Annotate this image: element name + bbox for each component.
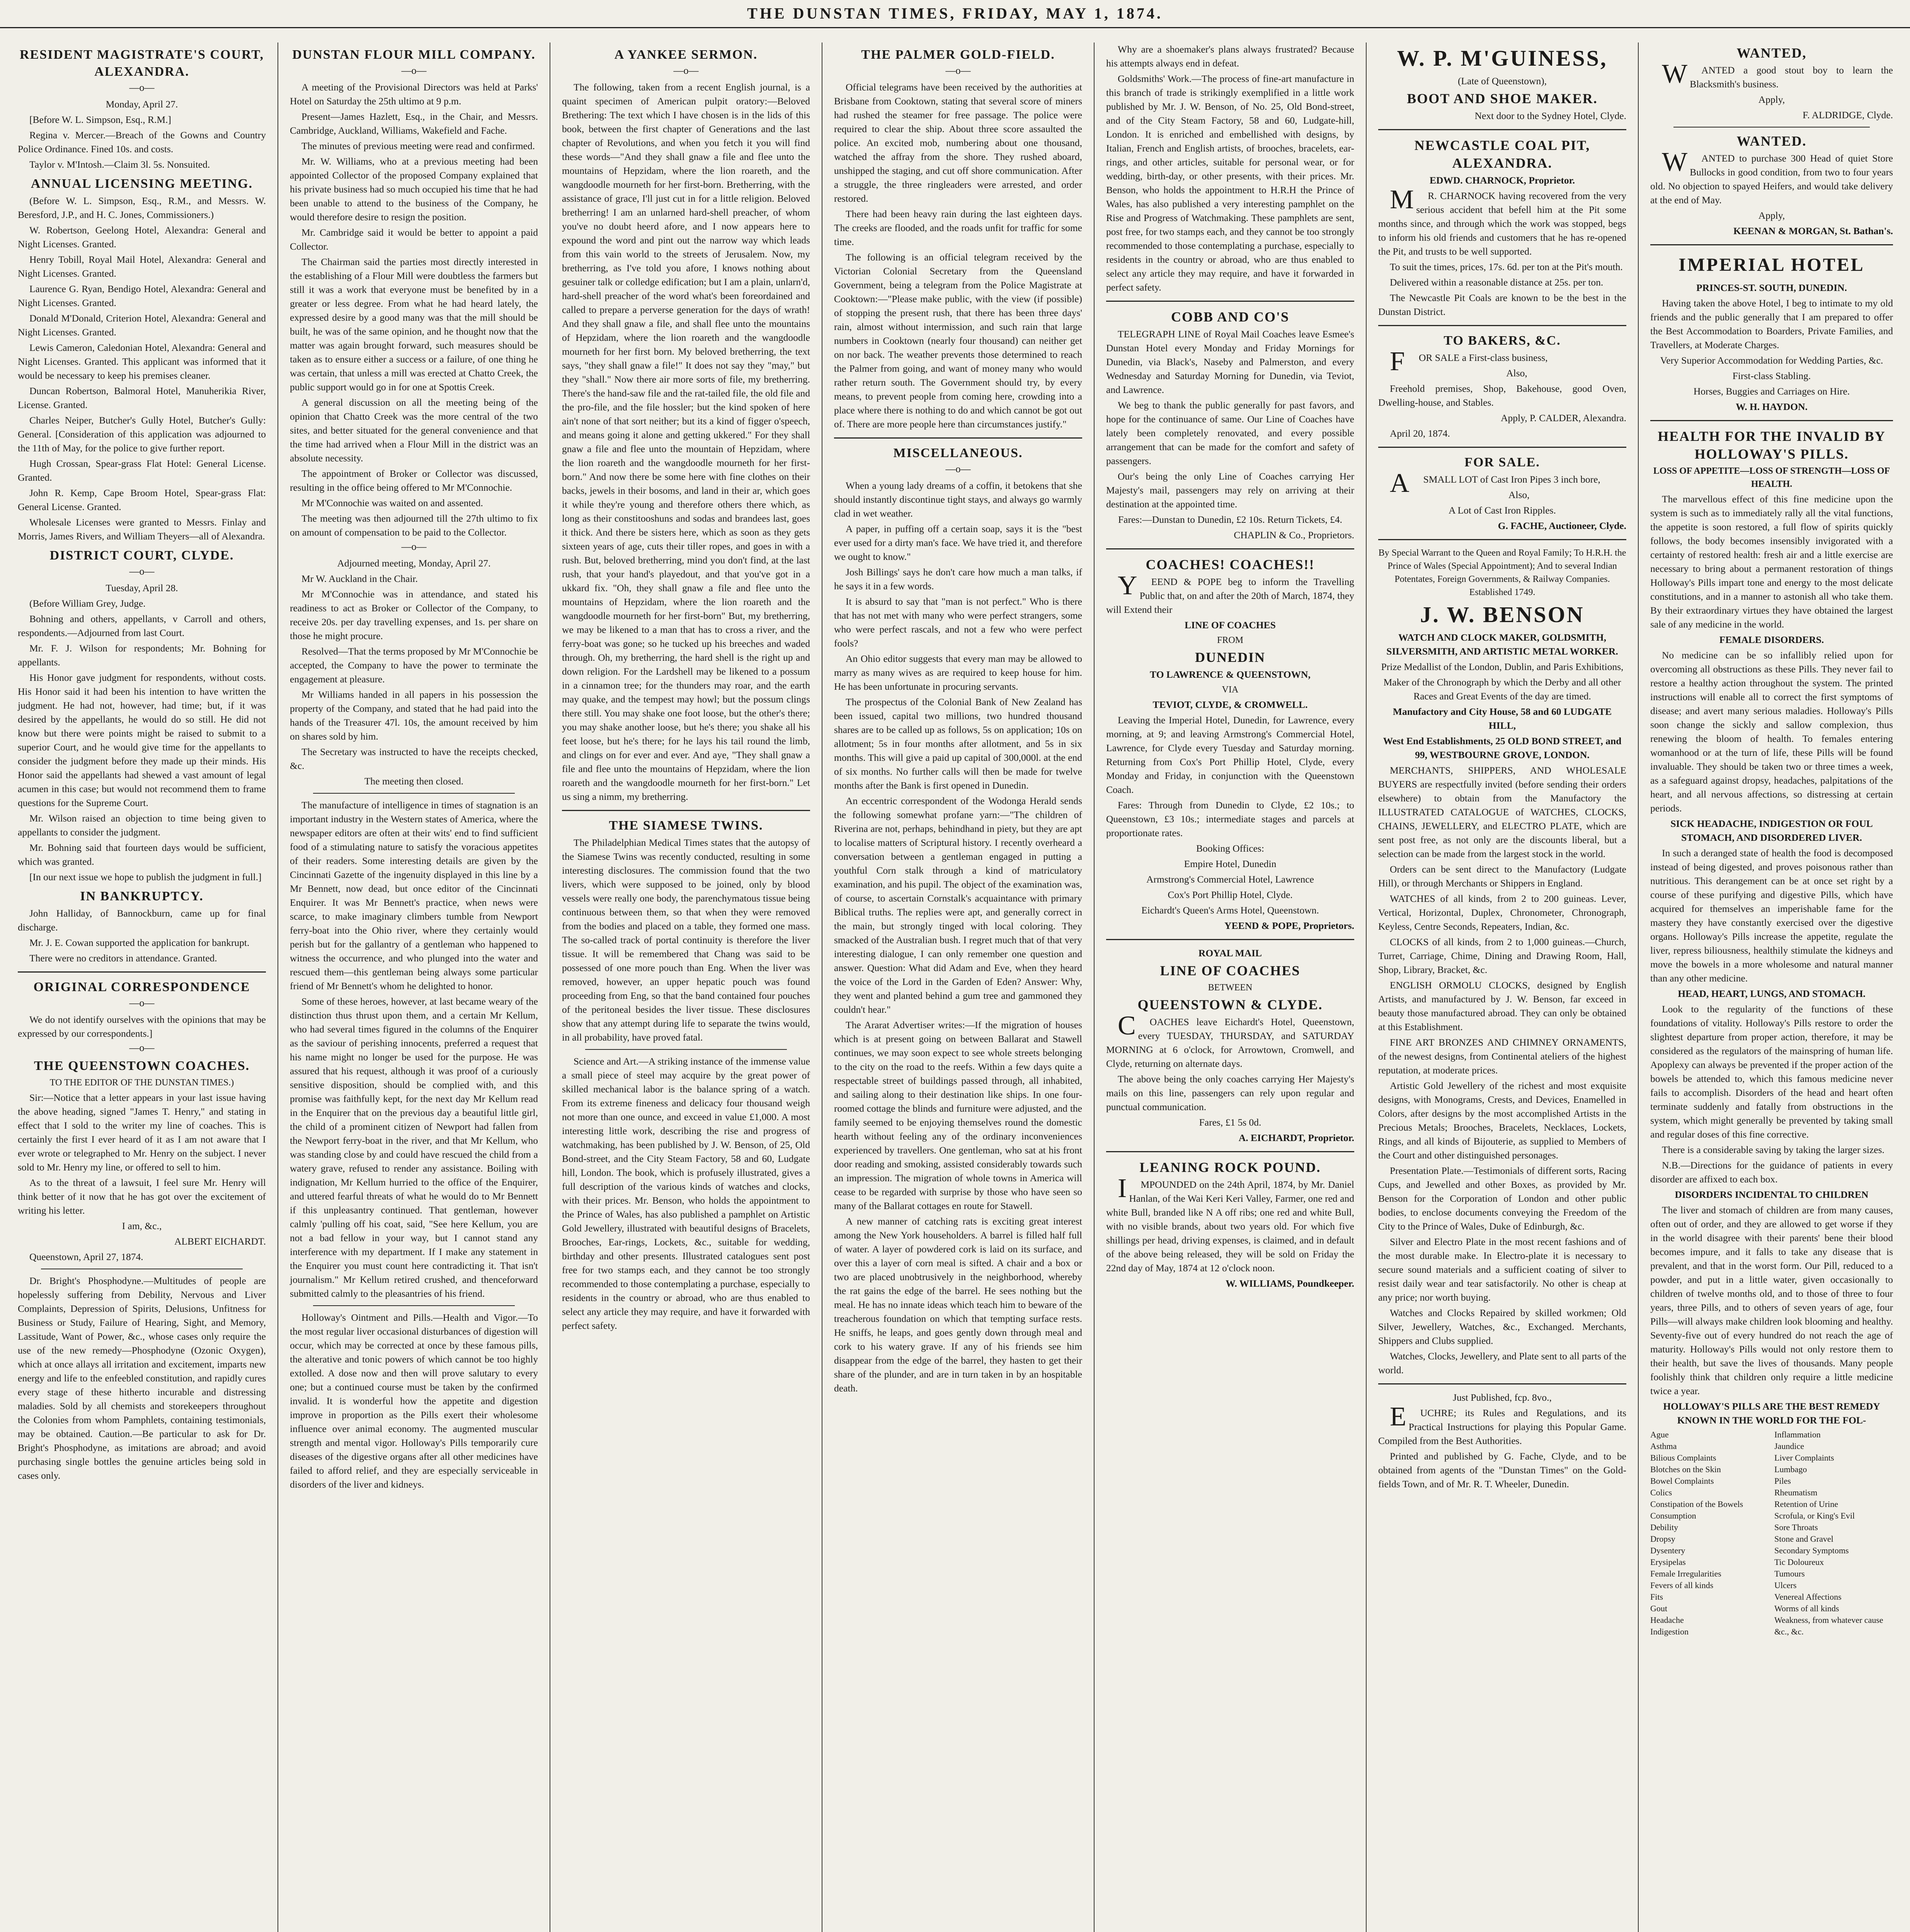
ad-heading: FOR SALE. xyxy=(1464,455,1540,469)
article-paragraph: The Secretary was instructed to have the receipts checked, &c. xyxy=(290,746,538,771)
article-paragraph: The meeting was then adjourned till the 27th ultimo to fix on amount of compensation to be paid to the Collector. xyxy=(290,513,538,538)
ad-line: Maker of the Chronograph by which the Derby and all other Races and Great Events of the day are timed. xyxy=(1383,677,1621,702)
divider xyxy=(1378,1383,1626,1384)
section-ornament: —o— xyxy=(129,566,155,577)
ad-paragraph: WANTED a good stout boy to learn the Blacksmith's business. xyxy=(1662,59,1893,90)
article-paragraph: An eccentric correspondent of the Wodonga Herald sends the following somewhat profane yarn:—"The children of Riverina are not, perhaps, behindhand in piety, but they are apt to localise matters of Scriptural history. I recently overheard a conversation between a gentleman engaged in putting a youthful Corn stalk through a kind of matriculatory examination, and his pupil. The object of the examination was, of course, to ascertain Cornstalk's acquaintance with primary Biblical truths. The replies were apt, and generally correct in the main, but strongly tinged with local coloring. They smacked of the Australian bush. I regret much that of that very interesting dialogue, I can only remember one question and answer. Question: What did Adam and Eve, when they heard the voice of the Lord in the Garden of Eden? Answer: Why, they went and planted behind a gum tree and gammoned they couldn't hear." xyxy=(834,795,1082,1015)
section-ornament: —o— xyxy=(401,65,427,76)
divider xyxy=(1650,420,1893,421)
article-paragraph: Some of these heroes, however, at last became weary of the distinction thus thrust upon them, and a certain Mr Kellum, who had several times figured in the columns of the Enquirer as the saviour of perishing innocents, preferred a request that his name might no longer be used for the purpose. He was assured that his request, although it was proof of a curiously sensitive disposition, should be complied with, and this promise was faithfully kept, for the next day Mr Kellum read in the Enquirer that on the previous day a beautiful little girl, the child of a prominent citizen of Newport had fallen from the Newport ferry-boat in the river, and that Mr Kellum, who was standing close by and could have rescued the child from a watery grave, refused to render any assistance. Boiling with indignation, Mr Kellum hurried to the office of the Enquirer, and uttered fearful threats of what he would do to Mr Bennett if this unpleasantry continued. That gentleman, however calmly 'pulling off his coat, said, "See here Kellum, you are not a bad fellow in your way, but I cannot stand any interference with my department. If I make any statement in the Enquirer you must count here contradicting it. That isn't journalism." Mr Kellum retired crushed, and thenceforward submitted calmly to the pleasantries of his friend. xyxy=(290,996,538,1299)
column-4 xyxy=(824,43,1092,1932)
ailment-item: Fits xyxy=(1650,1592,1663,1602)
ad-heading: QUEENSTOWN & CLYDE. xyxy=(1137,997,1323,1012)
ad-heading: HEALTH FOR THE INVALID BY HOLLOWAY'S PILLS. xyxy=(1658,429,1886,462)
divider xyxy=(1106,301,1354,302)
signature-line: Queenstown, April 27, 1874. xyxy=(29,1251,143,1262)
ad-subheading: HOLLOWAY'S PILLS ARE THE BEST REMEDY KNOWN IN THE WORLD FOR THE FOL- xyxy=(1663,1401,1880,1426)
ad-paragraph: Printed and published by G. Fache, Clyde, and to be obtained from agents of the "Dunstan Times" on the Gold-fields Town, and of Mr. R. T. Wheeler, Dunedin. xyxy=(1378,1451,1626,1490)
divider xyxy=(18,971,266,973)
ad-paragraph: Fares:—Dunstan to Dunedin, £2 10s. Return Tickets, £4. xyxy=(1118,514,1343,525)
ailment-item: Rheumatism xyxy=(1774,1488,1818,1497)
article-paragraph: Mr Williams handed in all papers in his possession the property of the Company, and stated that he had paid into the hands of the Treasurer 47l. 10s, the amount received by him on shares sold by him. xyxy=(290,689,538,742)
ad-heading: Just Published, fcp. 8vo., xyxy=(1453,1392,1552,1403)
section-ornament: —o— xyxy=(945,65,971,76)
article-paragraph: Resolved—That the terms proposed by Mr M'Connochie be accepted, the Company to have the power to terminate the engagement at pleasure. xyxy=(290,646,538,685)
divider xyxy=(1106,548,1354,549)
ailment-item: &c., &c. xyxy=(1774,1627,1804,1636)
column-2 xyxy=(280,43,548,1932)
ad-line: ROYAL MAIL xyxy=(1198,947,1262,959)
article-paragraph: The Chairman said the parties most directly interested in the establishing of a Flour Mill were doubtless the farmers but still it was a work that everyone must be benefited by in a greater or less degree. From what he had heard lately, the expressed desire by a good many was that the mill should be built, he was of the same opinion, and he thought now that the matter was again brought forward, such measures should be taken as to ensure either a success or a failure, of one thing he was certain, that unless a mill was erected at Chatto Creek, the public support would go in for one at Spottis Creek. xyxy=(290,256,538,393)
section-ornament: —o— xyxy=(673,65,699,76)
ad-paragraph: N.B.—Directions for the guidance of patients in every disorder are affixed to each box. xyxy=(1650,1160,1893,1185)
ad-line: Apply, xyxy=(1758,94,1785,105)
article-paragraph: Monday, April 27. xyxy=(106,99,178,110)
article-paragraph: Mr. F. J. Wilson for respondents; Mr. Bohning for appellants. xyxy=(18,643,266,668)
article-paragraph: Mr. Bohning said that fourteen days would be sufficient, which was granted. xyxy=(18,842,266,867)
ad-line: Booking Offices: xyxy=(1196,843,1264,854)
ad-line: WATCH AND CLOCK MAKER, GOLDSMITH, SILVERSMITH, AND ARTISTIC METAL WORKER. xyxy=(1386,632,1618,657)
ailment-item: Stone and Gravel xyxy=(1774,1534,1833,1544)
article-heading: A YANKEE SERMON. xyxy=(614,48,758,62)
article-paragraph: Mr W. Auckland in the Chair. xyxy=(301,573,418,584)
article-heading: DISTRICT COURT, CLYDE. xyxy=(49,548,234,563)
article-paragraph: As to the threat of a lawsuit, I feel sure Mr. Henry will think better of it now that he has got over the excitement of writing his letter. xyxy=(18,1177,266,1216)
article-paragraph: Taylor v. M'Intosh.—Claim 3l. 5s. Nonsuited. xyxy=(29,159,210,170)
signature-line: I am, &c., xyxy=(122,1220,162,1231)
ailment-item: Worms of all kinds xyxy=(1774,1604,1839,1613)
ailment-item: Tic Doloureux xyxy=(1774,1557,1824,1567)
article-paragraph: The meeting then closed. xyxy=(364,776,464,787)
ad-line: West End Establishments, 25 OLD BOND STREET, and 99, WESTBOURNE GROVE, LONDON. xyxy=(1383,735,1622,760)
ad-paragraph: Freehold premises, Shop, Bakehouse, good Oven, Dwelling-house, and Stables. xyxy=(1378,383,1626,408)
article-paragraph: Regina v. Mercer.—Breach of the Gowns and Country Police Ordinance. Fined 10s. and costs. xyxy=(18,129,266,155)
article-paragraph: A new manner of catching rats is exciting great interest among the New York householders. A barrel is filled half full of water. A layer of powdered cork is laid on its surface, and over this a layer of corn meal is sifted. A chair and a box or two are placed unobtrusively in the neighborhood, whereby the rat gains the edge of the barrel. He sees nothing but the meal. He has no innate ideas which teach him to beware of the treacherous foundation on which that tempting surface rests. He sniffs, he leaps, and goes gently down through meal and cork to his watery grave. If any of his friends see him disappear from the edge of the barrel, they hasten to get their share of the plunder, and are in turn taken in by an hospitable death. xyxy=(834,1216,1082,1394)
ad-paragraph: ENGLISH ORMOLU CLOCKS, designed by English Artists, and manufactured by J. W. Benson, far exceed in beauty those manufactured abroad. They can only be obtained at this Establishment. xyxy=(1378,980,1626,1032)
ad-line: Next door to the Sydney Hotel, Clyde. xyxy=(1474,110,1626,121)
ad-paragraph: The marvellous effect of this fine medicine upon the system is such as to immediately rally all the vital functions, the appetite is soon restored, a full flow of spirits quickly follows, the body becomes insensibly invigorated with a certainty of restored health: fresh air and a little exercise are necessary to bring about a permanent restoration of things Holloway's Pills impart tone and energy to the most delicate constitutions, and in a manner to astonish all who take them. By their extraordinary virtues they have obtained the largest sale of any medicine in the world. xyxy=(1650,493,1893,630)
article-paragraph: Sir:—Notice that a letter appears in your last issue having the above heading, signed "James T. Henry," and stating in effect that I sold to the writer my line of coaches. This is certainly the first I ever heard of it as I am not aware that I ever wrote or telegraphed to Mr. Henry on the subject. I never sold to Mr. Henry my line, or offered to sell to him. xyxy=(18,1092,266,1173)
divider xyxy=(1650,244,1893,245)
ad-signature: CHAPLIN & Co., Proprietors. xyxy=(1234,529,1354,541)
column-rule xyxy=(277,43,278,1932)
article-paragraph: Wholesale Licenses were granted to Messrs. Finlay and Morris, James Rivers, and William Theyers—all of Alexandra. xyxy=(18,517,266,542)
article-paragraph: Bohning and others, appellants, v Carroll and others, respondents.—Adjourned from last Court. xyxy=(18,613,266,638)
divider xyxy=(585,1049,787,1050)
ailment-item: Ulcers xyxy=(1774,1580,1797,1590)
ad-paragraph: The Newcastle Pit Coals are known to be the best in the Dunstan District. xyxy=(1378,292,1626,317)
ad-subheading: SICK HEADACHE, INDIGESTION OR FOUL STOMACH, AND DISORDERED LIVER. xyxy=(1670,818,1873,843)
ad-paragraph: Silver and Electro Plate in the most recent fashions and of the most durable make. In Electro-plate it is necessary to secure sound materials and a sufficient coating of silver to resist daily wear and tear satisfactorily. No other is cheap at any price; nor worth buying. xyxy=(1378,1236,1626,1303)
ailment-item: Dropsy xyxy=(1650,1534,1675,1544)
ad-paragraph: Presentation Plate.—Testimonials of different sorts, Racing Cups, and Jewelled and other Boxes, as provided by Mr. Benson for the Corporation of London and other public bodies, to enclose documents conveying the Freedom of the City to the Prince of Wales, Duke of Edinburgh, &c. xyxy=(1378,1165,1626,1232)
article-heading: THE PALMER GOLD-FIELD. xyxy=(861,48,1055,62)
ad-paragraph: IMPOUNDED on the 24th April, 1874, by Mr. Daniel Hanlan, of the Wai Keri Keri Valley, Farmer, one red and white Bull, branded like N A off ribs; one red and white Bull, with no visible brands, about two years old. For which five shillings per head, driving expenses, is claimed, and in default of the above being released, they will be sold on Friday the 22nd day of May, 1874 at 12 o'clock noon. xyxy=(1106,1173,1354,1274)
ad-line: DUNEDIN xyxy=(1195,650,1265,665)
article-paragraph: Josh Billings' says he don't care how much a man talks, if he says it in a few words. xyxy=(834,566,1082,592)
ad-line: Cox's Port Phillip Hotel, Clyde. xyxy=(1168,889,1293,900)
column-1 xyxy=(8,43,276,1932)
section-ornament: —o— xyxy=(945,463,971,474)
ad-line: Fares, £1 5s 0d. xyxy=(1199,1117,1261,1128)
divider xyxy=(313,1305,515,1306)
ad-heading: IMPERIAL HOTEL xyxy=(1678,255,1865,275)
ad-heading: WANTED, xyxy=(1736,45,1807,61)
article-paragraph: Lewis Cameron, Caledonian Hotel, Alexandra: General and Night Licenses. Granted. This applicant was informed that it would be necessary to keep his premises cleaner. xyxy=(18,342,266,381)
article-paragraph: Hugh Crossan, Spear-grass Flat Hotel: General License. Granted. xyxy=(18,458,266,483)
ad-signature: Apply, P. CALDER, Alexandra. xyxy=(1501,412,1626,423)
section-ornament: —o— xyxy=(129,82,155,93)
article-paragraph: The Ararat Advertiser writes:—If the migration of houses which is at present going on between Ballarat and Stawell continues, we may soon expect to see whole streets belonging to the city on the road to the reefs. Within a few days quite a respectable street of buildings passed through, all inhabited, and sailing along to their destination like ships. In one four-roomed cottage the blinds and furniture were adjusted, and the family seemed to be enjoying themselves round the domestic hearth without feeling any of the ordinary inconveniences experienced by travellers. One gentleman, who sat at his front door reading and smoking, assisted considerably towards such an impression. The migration of whole towns in America will cease to be regarded with surprise by those who have seen so many of the Ballarat cottages en route for Stawell. xyxy=(834,1019,1082,1211)
article-paragraph: [Before W. L. Simpson, Esq., R.M.] xyxy=(29,114,171,125)
ad-heading: J. W. BENSON xyxy=(1420,602,1585,627)
article-paragraph: Donald M'Donald, Criterion Hotel, Alexandra: General and Night Licenses. Granted. xyxy=(18,313,266,338)
ad-line: LOSS OF APPETITE—LOSS OF STRENGTH—LOSS OF HEALTH. xyxy=(1653,466,1890,489)
ad-paragraph: Leaving the Imperial Hotel, Dunedin, for Lawrence, every morning, at 9; and leaving Armstrong's Commercial Hotel, Lawrence, for Clyde every Tuesday and Saturday morning. Returning from Cox's Port Phillip Hotel, Clyde, every Monday and Friday, in conjunction with the Queenstown Coach. xyxy=(1106,714,1354,795)
ailment-item: Consumption xyxy=(1650,1511,1696,1520)
ailment-item: Headache xyxy=(1650,1615,1684,1625)
ad-line: TO LAWRENCE & QUEENSTOWN, xyxy=(1150,669,1311,680)
ad-paragraph: There is a considerable saving by taking the larger sizes. xyxy=(1662,1144,1884,1155)
ad-line: PRINCES-ST. SOUTH, DUNEDIN. xyxy=(1696,282,1847,293)
ailment-item: Scrofula, or King's Evil xyxy=(1774,1511,1855,1520)
article-paragraph: John Halliday, of Bannockburn, came up for final discharge. xyxy=(18,908,266,933)
ad-heading: LINE OF COACHES xyxy=(1160,963,1301,978)
ad-heading: LEANING ROCK POUND. xyxy=(1139,1160,1321,1175)
section-ornament: —o— xyxy=(129,997,155,1009)
ad-paragraph: Orders can be sent direct to the Manufactory (Ludgate Hill), or through Merchants or Shippers in England. xyxy=(1378,864,1626,889)
ailment-item: Ague xyxy=(1650,1430,1669,1439)
ailment-item: Venereal Affections xyxy=(1774,1592,1842,1602)
ad-paragraph: The above being the only coaches carrying Her Majesty's mails on this line, passengers can rely upon regular and punctual communication. xyxy=(1106,1073,1354,1112)
article-paragraph: An Ohio editor suggests that every man may be allowed to marry as many wives as are required to keep house for him. He has been unfortunate in procuring servants. xyxy=(834,653,1082,692)
article-paragraph: We do not identify ourselves with the opinions that may be expressed by our correspondents.] xyxy=(18,1014,266,1039)
ailment-item: Indigestion xyxy=(1650,1627,1689,1636)
ad-signature: A. EICHARDT, Proprietor. xyxy=(1238,1132,1354,1143)
ad-line: Apply, xyxy=(1758,210,1785,221)
article-paragraph: John R. Kemp, Cape Broom Hotel, Spear-grass Flat: General License. Granted. xyxy=(18,487,266,512)
ad-line: Empire Hotel, Dunedin xyxy=(1184,858,1277,869)
article-heading: THE SIAMESE TWINS. xyxy=(609,818,763,833)
ad-line: Manufactory and City House, 58 and 60 LUDGATE HILL, xyxy=(1392,706,1612,731)
article-paragraph: [In our next issue we hope to publish the judgment in full.] xyxy=(29,871,262,883)
ad-subheading: DISORDERS INCIDENTAL TO CHILDREN xyxy=(1675,1189,1869,1200)
ailment-item: Colics xyxy=(1650,1488,1672,1497)
column-rule xyxy=(1094,43,1095,1932)
ad-paragraph: COACHES leave Eichardt's Hotel, Queenstown, every TUESDAY, THURSDAY, and SATURDAY MORNING at 6 o'clock, for Arrowtown, Cromwell, and Clyde, returning on alternate days. xyxy=(1106,1011,1354,1069)
article-paragraph: Why are a shoemaker's plans always frustrated? Because his attempts always end in defeat. xyxy=(1106,44,1354,69)
article-heading: RESIDENT MAGISTRATE'S COURT, ALEXANDRA. xyxy=(20,48,264,79)
article-paragraph: Official telegrams have been received by the authorities at Brisbane from Cooktown, stating that several score of miners had rushed the steamer for free passage. The police were required to clear the ship. About three score assaulted the police. An excited mob, numbering about one thousand, watched the affray from the shore. They rushed aboard, unshipped the staging, and cut off shore communication. After a struggle, the three ringleaders were arrested, and order restored. xyxy=(834,82,1082,204)
ad-line: BETWEEN xyxy=(1208,983,1253,993)
section-ornament: —o— xyxy=(401,541,427,552)
article-heading: ORIGINAL CORRESPONDENCE xyxy=(33,980,250,994)
column-6 xyxy=(1368,43,1636,1932)
ad-line: Eichardt's Queen's Arms Hotel, Queenstown. xyxy=(1141,905,1319,916)
ad-signature: G. FACHE, Auctioneer, Clyde. xyxy=(1498,520,1626,531)
ailment-item: Fevers of all kinds xyxy=(1650,1580,1714,1590)
ailment-item: Tumours xyxy=(1774,1569,1805,1578)
ailment-item: Blotches on the Skin xyxy=(1650,1464,1721,1474)
ailment-item: Dysentery xyxy=(1650,1546,1685,1555)
ad-paragraph: Watches and Clocks Repaired by skilled workmen; Old Silver, Jewellery, Watches, &c., Exchanged. Merchants, Shippers and Clubs supplied. xyxy=(1378,1307,1626,1346)
ad-paragraph: No medicine can be so infallibly relied upon for overcoming all obstructions as these Pills. They never fail to restore a healthy action throughout the system. The printed instructions will enable all to correct the first symptoms of disease; and avert many serious maladies. Holloway's Pills soon change the sickly and sallow complexion, thus renewing the bloom of health. To females entering womanhood or at the turn of life, these Pills will be found invaluable. They should be taken two or three times a week, as a safeguard against dropsy, headaches, palpitations of the heart, and all nervous affections, so distressing at certain periods. xyxy=(1650,650,1893,814)
ad-paragraph: ASMALL LOT of Cast Iron Pipes 3 inch bore, xyxy=(1390,468,1600,498)
article-paragraph: TO THE EDITOR OF THE DUNSTAN TIMES.) xyxy=(49,1078,234,1088)
column-rule xyxy=(1366,43,1367,1932)
article-paragraph: (Before William Grey, Judge. xyxy=(29,598,146,609)
column-rule xyxy=(1638,43,1639,1932)
ailment-item: Piles xyxy=(1774,1476,1791,1486)
ad-subheading: FEMALE DISORDERS. xyxy=(1719,634,1824,645)
ad-line: A Lot of Cast Iron Ripples. xyxy=(1449,505,1556,516)
ad-paragraph: We beg to thank the public generally for past favors, and hope for the continuance of same. Our Line of Coaches have lately been completely renovated, and every possible arrangement that can be made for the comfort and safety of passengers. xyxy=(1106,400,1354,466)
ad-line: EDWD. CHARNOCK, Proprietor. xyxy=(1429,175,1575,186)
article-paragraph: The following, taken from a recent English journal, is a quaint specimen of American pulpit oratory:—Beloved Brethering: The text which I have chosen is in the lids of this book, between the first chapter of Generations and the last chapter of Revolutions, and when you fetch it you will find these words—"And they shall gnaw a file and flee unto the mountains of Hepzidam, where the lion roareth, and the wangdoodle mourneth for her first-born. Bretherring, with the assistance of grace, I'll just cut in for a little religion. Beloved bretherring! I am an unlarned hard-shell preacher, of whom you've no doubt heerd afore, and I now appears here to expound the word and pint out the narrow way which leads from this vain world to the streets of Jerusalem. Now, my bretherring, as I've told you afore, I knows nothing about gesuiner talk or colledge edification; but I am a plain, unlarn'd, hard-shell preacher of the word what's been foreordained and called to prepare a perverse generation for the days of wrath! And they shall gnaw a file, and shall flee unto the mountains of Hepzidam, where the lion roareth and the wangdoodle mourneth for her first born. My beloved bretherring, the text says, "they shall gnaw a file!" It does not say they "may," but they "shall." Now there air more sorts of file, my bretherring. There's the hand-saw file and the rat-tailed file, the old file and the pro-file, and the file hossler; but the kind spoken of here ain't none of that sort neither; but its a kind of figger o'speech, and means going it alone and getting ukkered." For they shall gnaw a file and flee unto the mountain of Hepzidam, where the lion roareth and the wangdoodle mourneth for her first-born." And now there be some here with fine clothes on their backs, jewels in their bosoms, and land in their ar, which goes it while they're young and therefore others there which, as long as their constitooshuns and sodas and brandees last, goes it thick. And there be sisters here, which as soon as they gets sixteen years of age, cuts their tiller ropes, and goes in with a rush. But, beloved bretherring, mind you don't find, at the last rush, that your hand's playedout, and that you've got in a ukkard fix. "Oh, they shall gnaw a file and flee unto the mountains of Hepzidam, where the lion roareth and the wangdoodle mourneth for her first-born" But, my bretherring, we may be likened to a man that has to cross a river, and the ferry-boat was gone; so he tucked up his breeches and waded through. Oh, my bretherring, the hard shell is the right up and down religion. For the Lardshell may be likened to a possum in a cinnamon tree; for the thunders may roar, and the earth may quake, and the tempest may howl; but the possum clings there still. You may shake one foot loose, but the other's there; you may shake another loose, but he's there; you shake all his feet loose, but he's there; for he lays his tail round the limb, and clings on for ever and ever. And aye, "They shall gnaw a file and flee unto the mountains of Hepzidam, where the lion roareth and the wangdoodle mourneth for her first-born." Let us sing a nimm, my bretherring. xyxy=(562,82,810,802)
ad-paragraph: By Special Warrant to the Queen and Royal Family; To H.R.H. the Prince of Wales (Special Appointment); And to several Indian Potentates, Foreign Governments, & Railway Companies. Established 1749. xyxy=(1378,548,1626,597)
article-paragraph: Duncan Robertson, Balmoral Hotel, Manuherikia River, License. Granted. xyxy=(18,385,266,410)
article-paragraph: Mr. Wilson raised an objection to time being given to appellants to consider the judgment. xyxy=(18,813,266,838)
ad-paragraph: Our's being the only Line of Coaches carrying Her Majesty's mail, passengers may rely on arriving at their destination at the appointed time. xyxy=(1106,471,1354,510)
ad-line: Armstrong's Commercial Hotel, Lawrence xyxy=(1146,874,1314,885)
ailment-item: Asthma xyxy=(1650,1441,1677,1451)
article-paragraph: A meeting of the Provisional Directors was held at Parks' Hotel on Saturday the 25th ultimo at 9 p.m. xyxy=(290,82,538,107)
article-paragraph: When a young lady dreams of a coffin, it betokens that she should instantly discontinue tight stays, and always go warmly clad in wet weather. xyxy=(834,480,1082,519)
article-paragraph: (Before W. L. Simpson, Esq., R.M., and Messrs. W. Beresford, J.P., and H. C. Jones, Commissioners.) xyxy=(18,195,266,220)
article-paragraph: A general discussion on all the meeting being of the opinion that Chatto Creek was the more central of the two sites, and better situated for the general convenience and that the time had arrived when a Flour Mill in the district was an absolute necessity. xyxy=(290,397,538,464)
ad-paragraph: YEEND & POPE beg to inform the Travelling Public that, on and after the 20th of March, 1874, they will Extend their xyxy=(1106,571,1354,615)
ad-heading: COBB AND CO'S xyxy=(1171,309,1290,325)
ailment-item: Constipation of the Bowels xyxy=(1650,1499,1743,1509)
ailment-item: Sore Throats xyxy=(1774,1522,1818,1532)
article-paragraph: Tuesday, April 28. xyxy=(106,582,178,594)
ad-subheading: HEAD, HEART, LUNGS, AND STOMACH. xyxy=(1678,988,1866,999)
ailment-item: Retention of Urine xyxy=(1774,1499,1838,1509)
ailment-item: Gout xyxy=(1650,1604,1667,1613)
ailment-list xyxy=(1650,1429,1893,1638)
column-5 xyxy=(1096,43,1364,1932)
ad-line: Also, xyxy=(1506,367,1527,379)
ad-line: First-class Stabling. xyxy=(1732,370,1811,381)
article-paragraph: Goldsmiths' Work.—The process of fine-art manufacture in this branch of trade is strikingly exemplified in a little work published by Mr. J. W. Benson, of No. 25, Old Bond-street, and of the City Steam Factory, 58 and 60, Ludgate-hill, London. It is enriched and embellished with designs, by Italian, French and English artists, of brooches, bracelets, ear-rings, and other articles, suitable for personal wear, or for wedding, birth-day, or other presents, with their prices. Mr. Benson, who holds the appointment to H.R.H the Prince of Wales, has also published a very interesting pamphlet on the Rise and Progress of Watchmaking. These pamphlets are sent, post free, for two stamps each, and they cannot be too strongly recommended to those contemplating a purchase, especially to residents in the country or abroad, who are thus enabled to select any article they may require, and have it forwarded in perfect safety. xyxy=(1106,73,1354,293)
ailment-item: Secondary Symptoms xyxy=(1774,1546,1849,1555)
ad-paragraph: Having taken the above Hotel, I beg to intimate to my old friends and the public generally that I am prepared to offer the Best Accommodation to Boarders, Private Families, and Travellers, at Moderate Charges. xyxy=(1650,298,1893,350)
divider xyxy=(1378,129,1626,130)
article-paragraph: Charles Neiper, Butcher's Gully Hotel, Butcher's Gully: General. [Consideration of this application was adjourned to the 11th of May, for the police to give further report. xyxy=(18,415,266,454)
article-paragraph: The minutes of previous meeting were read and confirmed. xyxy=(301,140,535,151)
article-paragraph: Mr M'Connochie was in attendance, and stated his readiness to act as Broker or Collector of the Company, to receive 20s. per day travelling expenses, and 1s. per share on those he might procure. xyxy=(290,588,538,641)
ad-signature: W. H. HAYDON. xyxy=(1736,401,1808,412)
ad-paragraph: TELEGRAPH LINE of Royal Mail Coaches leave Esmee's Dunstan Hotel every Monday and Friday Mornings for Dunedin, via Black's, Naseby and Palmerston, and every Wednesday and Saturday Morning for Dunedin, via Teviot, and Lawrence. xyxy=(1106,328,1354,395)
ad-paragraph: The liver and stomach of children are from many causes, often out of order, and they are allowed to get worse if they in the world disagree with their parents' bene their blood becomes impure, and it falls to take any disease that is prevalent, and that in the worst form. Our Pill, reduced to a powder, and put in a little water, given occasionally to children of twelve months old, and to those of three to four years, three Pills, and to others of seven years of age, four Pills—will always make children look blooming and healthy. Seventy-five out of every hundred do not reach the age of maturity. Holloway's Pills would not only restore them to their health, but save the lives of thousands. Many people foolishly think that children only require a little medicine twice a year. xyxy=(1650,1204,1893,1396)
article-paragraph: The appointment of Broker or Collector was discussed, resulting in the office being offered to Mr M'Connochie. xyxy=(290,468,538,493)
ad-paragraph: FINE ART BRONZES AND CHIMNEY ORNAMENTS, of the newest designs, from Continental ateliers of the highest reputation, at moderate prices. xyxy=(1378,1037,1626,1076)
ad-paragraph: Look to the regularity of the functions of these foundations of vitality. Holloway's Pills restore to order the slightest departure from proper action, therefore, it may be considered as the regulators of the mainspring of human life. Apoplexy can always be prevented if the proper action of the bowels be attended to, which this famous medicine never fails to accomplish. Disorders of the head and heart often terminate suddenly and fatally from obstructions in the system, which might generally be prevented by taking small and regular doses of this fine corrective. xyxy=(1650,1003,1893,1140)
ailment-item: Debility xyxy=(1650,1522,1678,1532)
ad-line: Prize Medallist of the London, Dublin, and Paris Exhibitions, xyxy=(1381,661,1624,672)
article-heading: THE QUEENSTOWN COACHES. xyxy=(34,1059,250,1073)
divider xyxy=(834,437,1082,439)
column-7 xyxy=(1640,43,1903,1932)
article-paragraph: The prospectus of the Colonial Bank of New Zealand has been issued, capital two millions, two hundred thousand shares are to be called up as follows, 5s on application; 10s on allotment; 5s in four months after allotment, and 5s in six months. This will give a paid up capital of 300,000l. at the end of six months. No further calls will then be made for twelve months after the Bank is first opened in Dunedin. xyxy=(834,696,1082,791)
ailment-item: Female Irregularities xyxy=(1650,1569,1721,1578)
article-paragraph: The Philadelphian Medical Times states that the autopsy of the Siamese Twins was recently conducted, resulting in some interesting disclosures. The commission found that the two livers, which were supposed to be joined, only by blood vessels were really one body, the parenchymatous tissue being continuous between them, so that when they were removed from the bodies and placed on a table, they formed one mass. The so-called track of portal continuity is therefore the liver tissue. It will be remembered that Chang was said to be possessed of one more pouch than Eng. When the liver was removed, however, an upper hepatic pouch was found proceeding from Eng, so that the band contained four pouches of the peritoneal besides the liver tissue. These disclosures show that any attempt during life to separate the twins would, in all probability, have proved fatal. xyxy=(562,837,810,1043)
divider xyxy=(313,793,515,794)
article-paragraph: Holloway's Ointment and Pills.—Health and Vigor.—To the most regular liver occasional disturbances of digestion will occur, which may be corrected at once by these famous pills, the alterative and tonic powers of which cannot be too highly extolled. A dose now and then will prove salutary to every one; but a continued course must be taken by the confirmed invalid. It is wonderful how the appetite and digestion improve in proportion as the Pills exert their wholesome influence over animal economy. The augmented muscular strength and mental vigor. Holloway's Pills temporarily cure diseases of the digestive organs after all other medicines have failed to afford relief, and they are especially serviceable in disorders of the liver and kidneys. xyxy=(290,1312,538,1490)
ad-line: (Late of Queenstown), xyxy=(1457,75,1547,87)
article-paragraph: Laurence G. Ryan, Bendigo Hotel, Alexandra: General and Night Licenses. Granted. xyxy=(18,283,266,308)
page-masthead: THE DUNSTAN TIMES, FRIDAY, MAY 1, 1874. xyxy=(0,0,1910,28)
ad-paragraph: WANTED to purchase 300 Head of quiet Store Bullocks in good condition, from two to four years old. No objection to spayed Heifers, and would take delivery at the end of May. xyxy=(1650,147,1893,206)
article-paragraph: Adjourned meeting, Monday, April 27. xyxy=(337,558,491,569)
column-3 xyxy=(552,43,820,1932)
article-heading: DUNSTAN FLOUR MILL COMPANY. xyxy=(292,48,536,62)
article-paragraph: Dr. Bright's Phosphodyne.—Multitudes of people are hopelessly suffering from Debility, Nervous and Liver Complaints, Depression of Spirits, Delusions, Unfitness for Business or Study, Failure of Hearing, Sight, and Memory, Lassitude, Want of Power, &c., whose cases only require the use of the new remedy—Phosphodyne (Ozonic Oxygen), which at once allays all irritation and excitement, imparts new energy and life to the enfeebled constitution, and rapidly cures every stage of these hitherto incurable and distressing maladies. Sold by all chemists and storekeepers throughout the Colonies from whom Pamphlets, containing testimonials, may be obtained. Caution.—Be particular to ask for Dr. Bright's Phosphodyne, as imitations are abroad; and avoid purchasing single bottles the genuine articles being sold in cases only. xyxy=(18,1275,266,1481)
ad-heading: BOOT AND SHOE MAKER. xyxy=(1407,91,1598,106)
divider xyxy=(1378,325,1626,326)
ailment-item: Inflammation xyxy=(1774,1430,1821,1439)
article-paragraph: Mr. W. Williams, who at a previous meeting had been appointed Collector of the proposed Company explained that his private business had so much occupied his time that he had been unable to attend to the business of the Company, he would therefore desire to resign the position. xyxy=(290,156,538,223)
ad-line: LINE OF COACHES xyxy=(1185,619,1276,631)
article-paragraph: Science and Art.—A striking instance of the immense value a small piece of steel may acquire by the great power of skilled mechanical labor is the balance spring of a watch. From its extreme fineness and delicacy four thousand weigh not more than one ounce, and exceed in value £1,000. A most interesting little work, describing the rise and progress of watchmaking, has been published by J. W. Benson, of 25, Old Bond-street, and the City Steam Factory, 58 and 60, Ludgate hill, London. The book, which is profusely illustrated, gives a full description of the various kinds of watches and clocks, with their prices. Mr. Benson, who holds the appointment to the Prince of Wales, has also published a pamphlet on Artistic Gold Jewellery, illustrated with beautiful designs of Bracelets, Brooches, Ear-rings, Lockets, &c., suitable for wedding, birthday and other presents. Illustrated catalogues sent post free for two stamps each, and they cannot be too strongly recommended to those contemplating a purchase, especially to residents in the country or abroad, who are thus enabled to select any article they may require, and have it forwarded with perfect safety. xyxy=(562,1056,810,1331)
ad-line: Also, xyxy=(1508,489,1530,500)
article-paragraph: There had been heavy rain during the last eighteen days. The creeks are flooded, and the roads unfit for traffic for some time. xyxy=(834,208,1082,247)
divider xyxy=(1378,447,1626,448)
ad-line: April 20, 1874. xyxy=(1390,428,1450,439)
ailment-item: Weakness, from whatever cause xyxy=(1774,1615,1883,1625)
article-paragraph: Mr. J. E. Cowan supported the application for bankrupt. xyxy=(29,937,250,948)
ad-signature: KEENAN & MORGAN, St. Bathan's. xyxy=(1733,225,1893,236)
divider xyxy=(1106,939,1354,940)
ailment-item: Bilious Complaints xyxy=(1650,1453,1716,1463)
article-paragraph: The manufacture of intelligence in times of stagnation is an important industry in the Western states of America, where the newspaper editors are often at their wits' end to find sufficient food of a stimulating nature to satisfy the voracious appetites of their readers. Some interesting details are given by the Cincinnati Gazette of the ingenuity displayed in this line by a Mr Bennett, now dead, but once editor of the Cincinnati Enquirer. It was Mr Bennett's practice, when news were scarce, to make imaginary climbers tumble from Newport ferry-boat into the Ohio river, where they certainly would perish but for the gallantry of a gentleman who happened to witness the occurrence, and who plunged into the water and rescued them—this gentleman being always some particular friend of Mr Bennett's whom he delighted to honor. xyxy=(290,799,538,992)
ad-paragraph: In such a deranged state of health the food is decomposed instead of being digested, and proves poisonous rather than nutritious. This derangement can be at once set right by a course of these purifying and digestive Pills, which have acquired for themselves an imperishable fame for the mastery they have constantly exercised over the digestive organs. Holloway's Pills increase the appetite, regulate the liver, repress biliousness, healthily stimulate the kidneys and move the bowels in a more wholesome and natural manner than any other medicine. xyxy=(1650,847,1893,984)
article-paragraph: Henry Tobill, Royal Mail Hotel, Alexandra: General and Night Licenses. Granted. xyxy=(18,254,266,279)
ad-line: VIA xyxy=(1222,685,1239,695)
ad-line: Horses, Buggies and Carriages on Hire. xyxy=(1693,386,1850,397)
article-paragraph: Mr M'Connochie was waited on and assented. xyxy=(301,497,483,509)
ailment-item: Erysipelas xyxy=(1650,1557,1686,1567)
ad-signature: YEEND & POPE, Proprietors. xyxy=(1224,920,1354,931)
article-paragraph: The following is an official telegram received by the Victorian Colonial Secretary from the Queensland Government, being a telegram from the Police Magistrate at Cooktown:—"Please make public, with the view (if possible) of stopping the present rush, that there has been three days' rain, almost without intermission, and such rain that large numbers in Cooktown (nearly four thousand) can neither get on nor back. The weather prevents those determined to reach the Palmer from going, and want of money many who would rather return south. The Government should try, by every means, to prevent people from coming here, crowding into a place where there is nothing to do and which cannot be got out of. There are more people here than circumstances justify." xyxy=(834,252,1082,430)
divider xyxy=(562,810,810,811)
ad-paragraph: WATCHES of all kinds, from 2 to 200 guineas. Lever, Vertical, Horizontal, Duplex, Chronometer, Chronograph, Keyless, Centre Seconds, Repeaters, Indian, &c. xyxy=(1378,893,1626,932)
ailment-item: Jaundice xyxy=(1774,1441,1804,1451)
ad-paragraph: Artistic Gold Jewellery of the richest and most exquisite designs, with Monograms, Crests, and Devices, Enamelled in Colors, after designs by the most accomplished Artists in the Precious Metals; Brooches, Bracelets, Necklaces, Lockets, Rings, and all kinds of Bijouterie, as supplied to Members of the Court and other distinguished personages. xyxy=(1378,1080,1626,1161)
ad-paragraph: EUCHRE; its Rules and Regulations, and its Practical Instructions for playing this Popular Game. Compiled from the Best Authorities. xyxy=(1378,1402,1626,1446)
ad-paragraph: CLOCKS of all kinds, from 2 to 1,000 guineas.—Church, Turret, Carriage, Chime, Dining and Drawing Room, Hall, Shop, Library, Bracket, &c. xyxy=(1378,936,1626,975)
ad-paragraph: To suit the times, prices, 17s. 6d. per ton at the Pit's mouth. xyxy=(1390,261,1623,272)
ad-paragraph: Fares: Through from Dunedin to Clyde, £2 10s.; to Queenstown, £3 10s.; intermediate stages and parcels at proportionate rates. xyxy=(1106,799,1354,838)
ad-paragraph: MR. CHARNOCK having recovered from the very serious accident that befell him at the Pit some months since, and through which the work was stopped, begs to inform his old friends and customers that he has re-opened the Pit, and trusts to be well supported. xyxy=(1378,185,1626,257)
divider xyxy=(1673,127,1870,128)
article-paragraph: There were no creditors in attendance. Granted. xyxy=(29,952,217,964)
ad-paragraph: Delivered within a reasonable distance at 25s. per ton. xyxy=(1390,277,1604,288)
article-paragraph: W. Robertson, Geelong Hotel, Alexandra: General and Night Licenses. Granted. xyxy=(18,224,266,250)
divider xyxy=(1106,1151,1354,1152)
ad-line: TEVIOT, CLYDE, & CROMWELL. xyxy=(1152,699,1308,710)
ad-heading: NEWCASTLE COAL PIT, ALEXANDRA. xyxy=(1414,138,1590,171)
ad-line: FROM xyxy=(1217,635,1244,645)
article-paragraph: His Honor gave judgment for respondents, without costs. His Honor said it had been his intention to have written the judgment. He had not, however, had time; but, if it was desired by the appellants, he would do so still. He did not know but there were points might be raised to submit to a superior Court, and he would give time for the appellants to consider the judgment before they made up their minds. His Honor said the appellants had shewed a vast amount of legal acumen in this case; but would not recommend them to frame questions for the Supreme Court. xyxy=(18,672,266,808)
ad-heading: W. P. M'GUINESS, xyxy=(1397,46,1608,71)
ailment-item: Lumbago xyxy=(1774,1464,1807,1474)
ad-line: Very Superior Accommodation for Wedding Parties, &c. xyxy=(1660,355,1883,366)
ad-heading: COACHES! COACHES!! xyxy=(1146,557,1315,572)
article-heading: IN BANKRUPTCY. xyxy=(80,889,204,903)
ad-heading: TO BAKERS, &C. xyxy=(1444,333,1561,348)
signature-line: ALBERT EICHARDT. xyxy=(174,1236,266,1247)
article-heading: ANNUAL LICENSING MEETING. xyxy=(31,177,253,191)
article-paragraph: Mr. Cambridge said it would be better to appoint a paid Collector. xyxy=(290,227,538,252)
article-paragraph: It is absurd to say that "man is not perfect." Who is there that has not met with many who were perfect strangers, some who were perfect rascals, and not a few who were perfect fools? xyxy=(834,596,1082,649)
ad-heading: WANTED. xyxy=(1736,133,1807,149)
ad-paragraph: MERCHANTS, SHIPPERS, AND WHOLESALE BUYERS are respectfully invited (before sending their orders elsewhere) to obtain from the Manufactory the ILLUSTRATED CATALOGUE of WATCHES, CLOCKS, CHAINS, JEWELLERY, and ELECTRO PLATE, which are sent post free, as not only are the discounts liberal, but a selection can be made from the largest stock in the world. xyxy=(1378,765,1626,859)
article-heading: MISCELLANEOUS. xyxy=(893,446,1023,460)
article-paragraph: Present—James Hazlett, Esq., in the Chair, and Messrs. Cambridge, Auckland, Williams, Wakefield and Fache. xyxy=(290,111,538,136)
ad-signature: W. WILLIAMS, Poundkeeper. xyxy=(1226,1278,1354,1289)
ailment-item: Bowel Complaints xyxy=(1650,1476,1714,1486)
divider xyxy=(1378,539,1626,540)
ad-paragraph: FOR SALE a First-class business, xyxy=(1390,347,1548,376)
article-paragraph: A paper, in puffing off a certain soap, says it is the "best ever used for a dirty man's face. We have tried it, and therefore we ought to know." xyxy=(834,523,1082,562)
ad-signature: F. ALDRIDGE, Clyde. xyxy=(1803,109,1893,121)
ailment-item: Liver Complaints xyxy=(1774,1453,1834,1463)
section-ornament: —o— xyxy=(129,1042,155,1053)
ad-paragraph: Watches, Clocks, Jewellery, and Plate sent to all parts of the world. xyxy=(1378,1350,1626,1376)
